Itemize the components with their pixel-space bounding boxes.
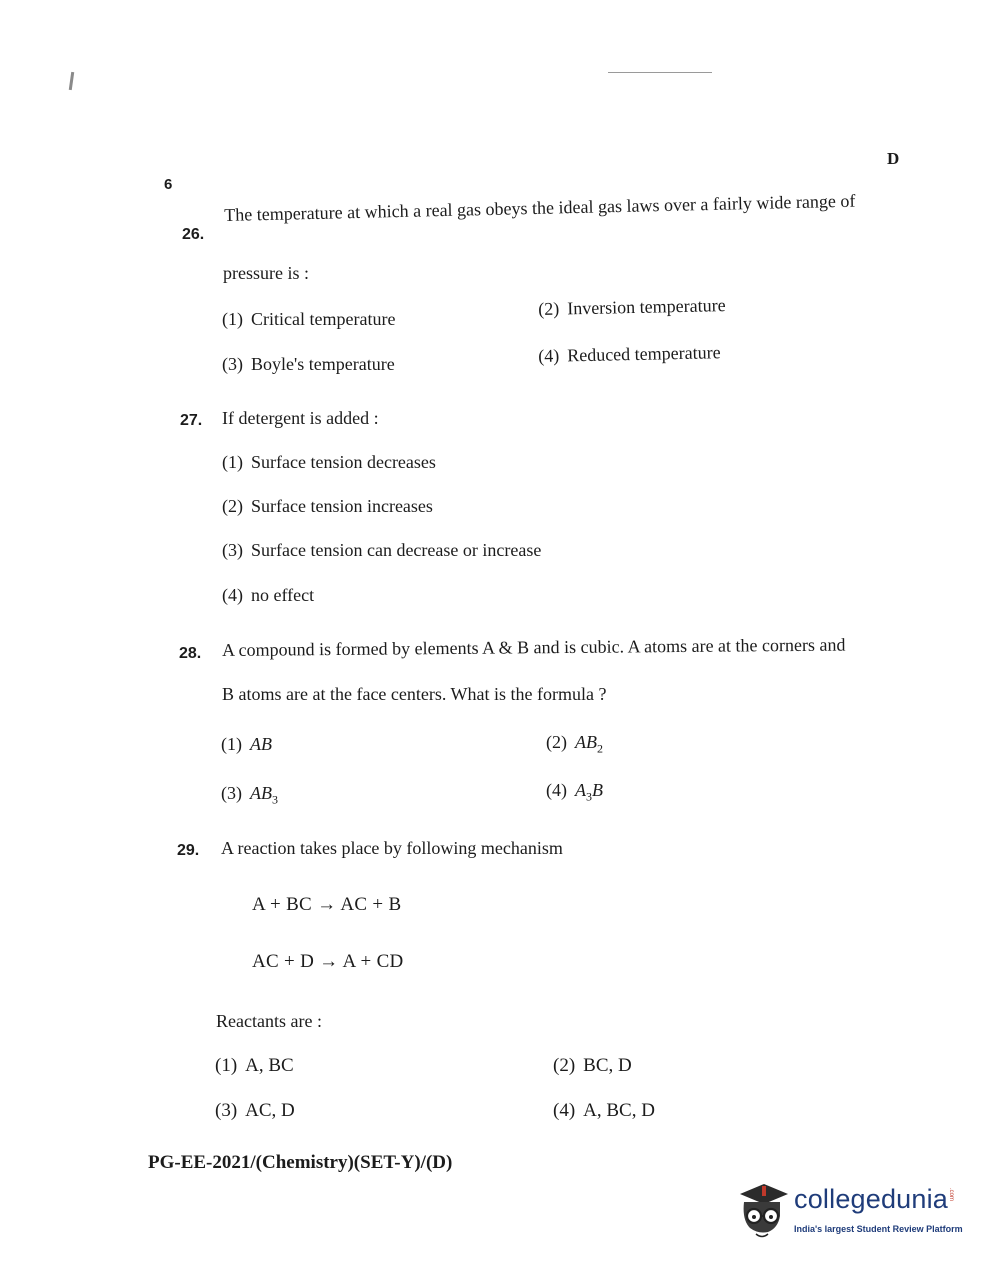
option-number: (4) [222,585,243,605]
option-1 [222,309,395,330]
option-4 [553,1100,655,1122]
page-number: 6 [164,176,173,193]
option-number: (1) [222,452,243,472]
option-2 [553,1055,632,1077]
option-3 [221,783,278,808]
option-text: Surface tension increases [251,496,433,516]
option-1 [221,734,272,755]
option-number: (1) [221,734,242,754]
option-text: Surface tension can decrease or increase [251,540,542,560]
option-1 [215,1055,294,1077]
question-text: A compound is formed by elements A & B and is cubic. A atoms are at the corners and [222,634,846,660]
question-number: 29. [177,842,200,859]
question-number: 27. [180,412,203,429]
formula-post: B [592,780,603,800]
mascot-icon [734,1176,792,1242]
option-2 [538,295,726,320]
brand-name: collegedunia [794,1184,949,1214]
set-letter: D [887,149,900,168]
option-number: (4) [553,1100,576,1121]
formula-base: AB [250,783,272,803]
scan-artifact-line [608,72,712,73]
reactants-prompt: Reactants are : [216,1011,322,1031]
question-number: 28. [179,645,202,662]
option-4 [222,585,314,606]
question-text: A reaction takes place by following mechanism [221,838,563,858]
option-4 [538,342,721,367]
option-4 [546,780,603,805]
option-number: (2) [553,1055,576,1076]
formula-subscript: 2 [597,741,603,756]
option-text: Reduced temperature [566,342,721,366]
brand-tagline: India's largest Student Review Platform [794,1224,963,1234]
formula-base: AB [575,732,597,752]
brand-suffix: .com [948,1188,954,1202]
mechanism-step-2: AC + D → A + CD [252,951,404,972]
option-number: (2) [538,298,560,319]
question-text-cont: pressure is : [223,263,309,283]
question-text: The temperature at which a real gas obeys the ideal gas laws over a fairly wide range of [224,190,856,225]
option-2 [222,496,433,517]
option-3 [222,354,395,375]
option-number: (3) [222,354,243,374]
option-number: (2) [222,496,243,516]
option-3 [222,540,541,561]
option-text: Critical temperature [251,309,396,329]
option-text: BC, D [583,1055,632,1076]
formula-base: AB [250,734,272,754]
paper-code-footer: PG-EE-2021/(Chemistry)(SET-Y)/(D) [148,1152,453,1173]
formula-base: A [575,780,586,800]
collegedunia-watermark [734,1176,964,1246]
option-number: (1) [222,309,243,329]
option-number: (3) [221,783,242,803]
option-text: no effect [251,585,315,605]
option-text: A, BC [245,1055,294,1076]
option-number: (1) [215,1055,238,1076]
option-2 [546,732,603,757]
option-number: (3) [222,540,243,560]
option-text: Boyle's temperature [251,354,395,374]
option-number: (4) [546,780,567,800]
option-text: Surface tension decreases [251,452,436,472]
option-number: (3) [215,1100,238,1121]
option-text: A, BC, D [583,1100,655,1121]
formula-subscript: 3 [272,792,278,807]
question-text: If detergent is added : [222,408,379,428]
option-number: (4) [538,345,560,366]
option-text: Inversion temperature [566,295,726,319]
formula-subscript: 3 [586,789,592,804]
question-text-cont: B atoms are at the face centers. What is the formula ? [222,684,607,704]
option-text: AC, D [245,1100,295,1121]
option-1 [222,452,436,473]
scan-artifact-mark [69,72,74,90]
mechanism-step-1: A + BC → AC + B [252,894,402,915]
question-number: 26. [182,226,205,243]
option-3 [215,1100,295,1122]
option-number: (2) [546,732,567,752]
